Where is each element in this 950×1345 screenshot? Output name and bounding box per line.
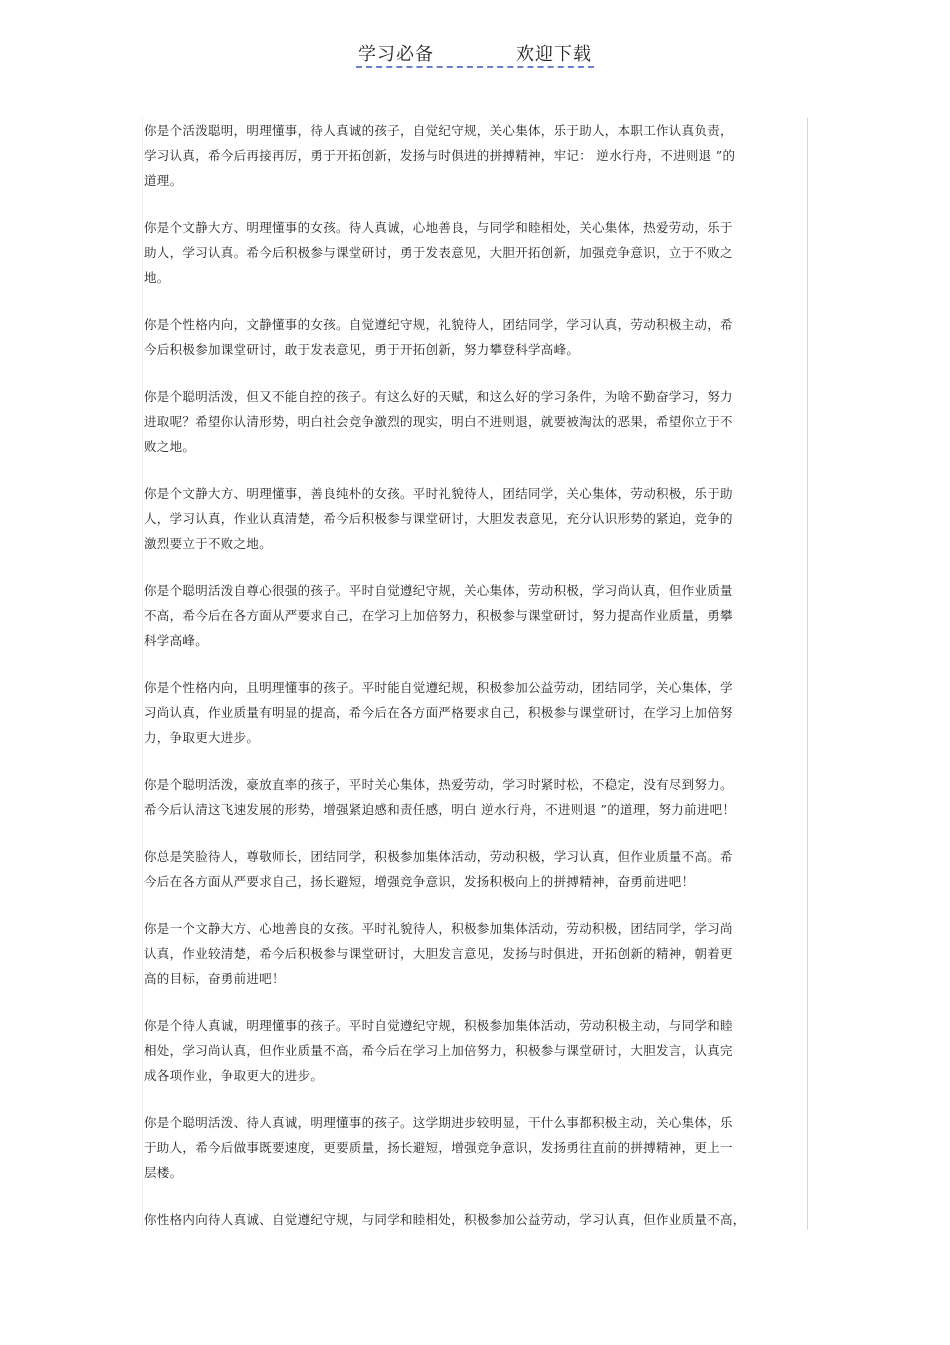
comment-line: 层楼。 (144, 1165, 183, 1180)
comment-paragraph (144, 772, 814, 822)
comment-line: 力，争取更大进步。 (144, 730, 260, 745)
comment-line: 你是个文静大方、明理懂事，善良纯朴的女孩。平时礼貌待人，团结同学，关心集体，劳动积极，乐于助 (144, 486, 733, 501)
header-right-text: 欢迎下载 (516, 44, 592, 65)
comment-line: 败之地。 (144, 439, 196, 454)
comment-line: 你是一个文静大方、心地善良的女孩。平时礼貌待人，积极参加集体活动，劳动积极，团结同学，学习尚 (144, 921, 733, 936)
page-header (0, 38, 950, 68)
comment-line: 科学高峰。 (144, 633, 209, 648)
comment-line: 你是个文静大方、明理懂事的女孩。待人真诚，心地善良，与同学和睦相处，关心集体，热爱劳动，乐于 (144, 220, 733, 235)
comment-line: 你是个聪明活泼、待人真诚，明理懂事的孩子。这学期进步较明显，干什么事都积极主动，关心集体，乐 (144, 1115, 733, 1130)
comment-line: 成各项作业，争取更大的进步。 (144, 1068, 324, 1083)
comment-line: 助人，学习认真。希今后积极参与课堂研讨，勇于发表意见，大胆开拓创新，加强竞争意识，立于不败之 (144, 245, 733, 260)
comment-line: 你是个聪明活泼自尊心很强的孩子。平时自觉遵纪守规，关心集体，劳动积极，学习尚认真，但作业质量 (144, 583, 733, 598)
header-underline (356, 38, 594, 68)
comment-line: 高的目标，奋勇前进吧！ (144, 971, 285, 986)
comment-line: 道理。 (144, 173, 183, 188)
comment-paragraph (144, 118, 814, 193)
header-left-text: 学习必备 (358, 44, 434, 65)
comment-line: 你性格内向待人真诚、自觉遵纪守规，与同学和睦相处，积极参加公益劳动，学习认真，但作业质量不高， (144, 1212, 746, 1227)
comment-line: 你是个性格内向，且明理懂事的孩子。平时能自觉遵纪规，积极参加公益劳动，团结同学，关心集体，学 (144, 680, 733, 695)
comment-list (144, 118, 814, 1254)
comment-line: 不高，希今后在各方面从严要求自己，在学习上加倍努力，积极参与课堂研讨，努力提高作业质量，勇攀 (144, 608, 733, 623)
comment-line: 你是个待人真诚，明理懂事的孩子。平时自觉遵纪守规，积极参加集体活动，劳动积极主动，与同学和睦 (144, 1018, 733, 1033)
comment-paragraph (144, 312, 744, 362)
comment-line: 学习认真，希今后再接再厉，勇于开拓创新，发扬与时俱进的拼搏精神，牢记： 逆水行舟，不进则退 ”的 (144, 148, 736, 163)
comment-paragraph (144, 384, 744, 459)
comment-line: 于助人，希今后做事既要速度，更要质量，扬长避短，增强竞争意识，发扬勇往直前的拼搏精神，更上一 (144, 1140, 733, 1155)
comment-line: 你是个性格内向，文静懂事的女孩。自觉遵纪守规，礼貌待人，团结同学，学习认真，劳动积极主动，希 (144, 317, 733, 332)
comment-line: 今后积极参加课堂研讨，敢于发表意见，勇于开拓创新，努力攀登科学高峰。 (144, 342, 580, 357)
comment-line: 认真，作业较清楚，希今后积极参与课堂研讨，大胆发言意见，发扬与时俱进，开拓创新的精神，朝着更 (144, 946, 733, 961)
comment-line: 你是个活泼聪明，明理懂事，待人真诚的孩子，自觉纪守规，关心集体，乐于助人，本职工作认真负责， (144, 123, 733, 138)
comment-paragraph (144, 1013, 744, 1088)
comment-paragraph (144, 215, 744, 290)
comment-line: 地。 (144, 270, 170, 285)
comment-line: 激烈要立于不败之地。 (144, 536, 273, 551)
comment-line: 今后在各方面从严要求自己，扬长避短，增强竞争意识，发扬积极向上的拼搏精神，奋勇前进吧！ (144, 874, 695, 889)
comment-paragraph (144, 578, 744, 653)
comment-paragraph (144, 1207, 744, 1232)
comment-line: 你是个聪明活泼，但又不能自控的孩子。有这么好的天赋，和这么好的学习条件，为啥不勤奋学习，努力 (144, 389, 733, 404)
comment-line: 你总是笑脸待人，尊敬师长，团结同学，积极参加集体活动，劳动积极，学习认真，但作业质量不高。希 (144, 849, 733, 864)
comment-line: 你是个聪明活泼，豪放直率的孩子，平时关心集体，热爱劳动，学习时紧时松，不稳定，没有尽到努力。 (144, 777, 733, 792)
comment-line: 相处，学习尚认真，但作业质量不高，希今后在学习上加倍努力，积极参与课堂研讨，大胆发言，认真完 (144, 1043, 733, 1058)
comment-line: 习尚认真，作业质量有明显的提高，希今后在各方面严格要求自己，积极参与课堂研讨，在学习上加倍努 (144, 705, 733, 720)
comment-paragraph (144, 481, 744, 556)
comment-line: 人，学习认真，作业认真清楚，希今后积极参与课堂研讨，大胆发表意见，充分认识形势的紧迫，竞争的 (144, 511, 733, 526)
comment-paragraph (144, 916, 744, 991)
comment-line: 进取呢？希望你认清形势，明白社会竞争激烈的现实，明白不进则退，就要被淘汰的恶果，希望你立于不 (144, 414, 733, 429)
comment-paragraph (144, 675, 744, 750)
comment-paragraph (144, 844, 744, 894)
comment-line: 希今后认清这飞速发展的形势，增强紧迫感和责任感，明白 逆水行舟，不进则退 ”的道理，努力前进吧！ (144, 802, 736, 817)
comment-paragraph (144, 1110, 744, 1185)
